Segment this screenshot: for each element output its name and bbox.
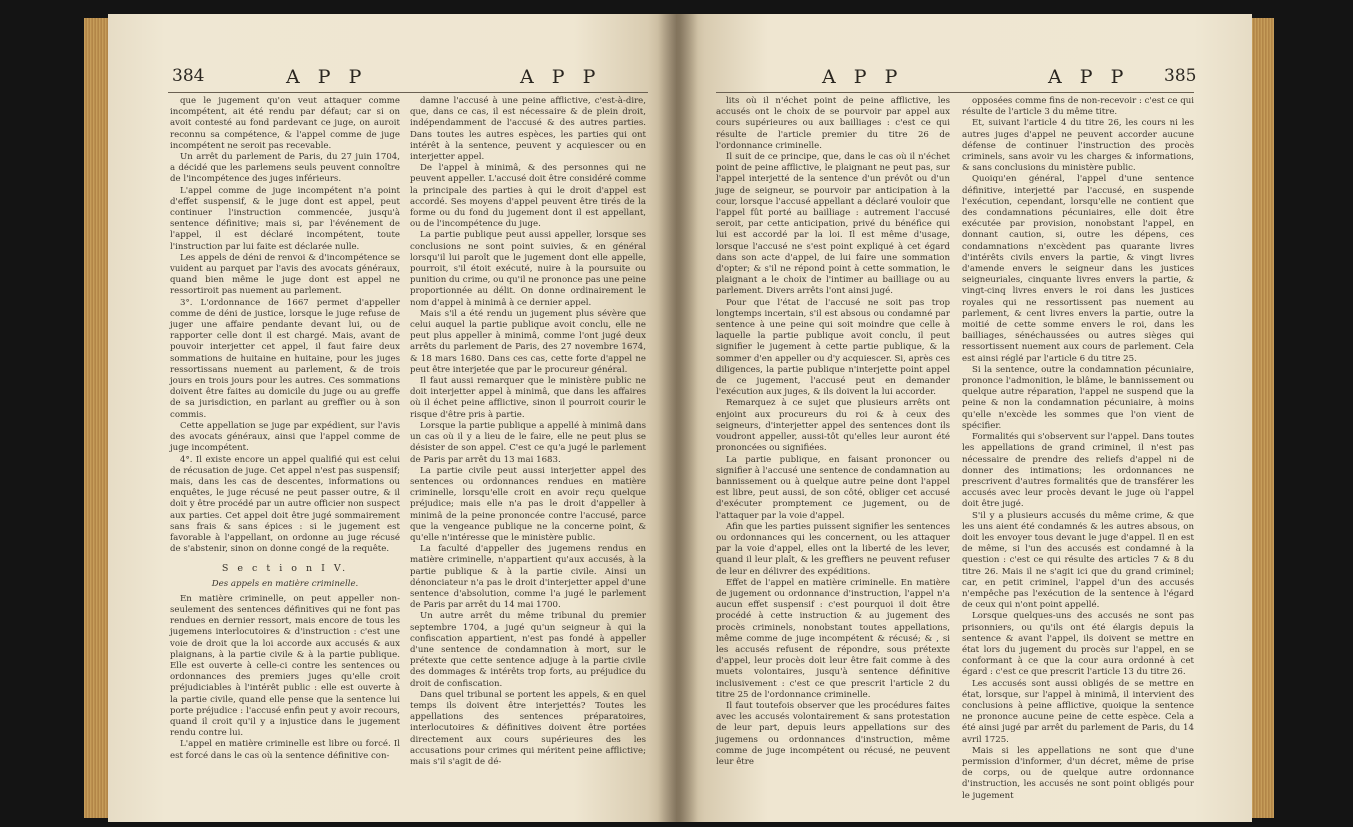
paragraph: Il faut aussi remarquer que le ministère public ne doit interjetter appel à minimâ, que dans les affaires où il échet peine afflictive, sinon il pourroit courir le risque d'être pris à partie.: [410, 376, 646, 420]
right-column-1: [716, 96, 950, 816]
paragraph: Formalités qui s'observent sur l'appel. Dans toutes les appellations de grand criminel, il n'est pas nécessaire de prendre des reliefs d'appel ni de donner des intimations; les ordonnances ne prescrivent d'autres formalités que de transférer les accusés avec leur procès devant le juge où l'appel doit être jugé.: [962, 432, 1194, 510]
left-running-head-2: A P P: [520, 66, 602, 88]
paragraph: La partie publique peut aussi appeller, lorsque ses conclusions ne sont point suivies, & en général lorsqu'il lui paroît que le jugement dont elle appelle, pourroit, s'il étoit exécuté, nuire à la poursuite ou punition du crime, ou qu'il ne prononce pas une peine proportionnée au délit. On donne ordinairement le nom d'appel à minimâ à ce dernier appel.: [410, 230, 646, 308]
paragraph: Un autre arrêt du même tribunal du premier septembre 1704, a jugé qu'un seigneur à qui la confiscation appartient, n'est pas fondé à appeller d'une sentence de condamnation à mort, sur le prétexte que cette sentence adjuge à la partie civile des dommages & intérêts trop forts, au préjudice du droit de confiscation.: [410, 611, 646, 689]
paragraph: Lorsque quelques-uns des accusés ne sont pas prisonniers, ou qu'ils ont été élargis depuis la sentence & avant l'appel, ils doivent se mettre en état lors du jugement du procès sur l'appel, en se conformant à ce que la cour aura ordonné à cet égard : c'est ce que prescrit l'article 13 du titre 26.: [962, 611, 1194, 678]
paragraph: Afin que les parties puissent signifier les sentences ou ordonnances qui les concernent, ou les attaquer par la voie d'appel, elles ont la liberté de les lever, quand il leur plaît, & les greffiers ne peuvent refuser de leur en délivrer des expéditions.: [716, 521, 950, 577]
paragraph: Mais si les appellations ne sont que d'une permission d'informer, d'un décret, même de prise de corps, ou de quelque autre ordonnance d'instruction, les accusés ne sont point obligés pour le jugement: [962, 745, 1194, 801]
right-running-head-2: A P P: [1048, 66, 1130, 88]
paragraph: Mais s'il a été rendu un jugement plus sévère que celui auquel la partie publique avoit conclu, elle ne peut plus appeller à minimâ, comme l'ont jugé deux arrêts du parlement de Paris, des 27 novembre 1674, & 18 mars 1680. Dans ces cas, cette forte d'appel ne peut être interjetée que par le procureur général.: [410, 308, 646, 375]
right-running-head-1: A P P: [822, 66, 904, 88]
left-column-1: [170, 96, 400, 816]
paragraph: De l'appel à minimâ, & des personnes qui ne peuvent appeller. L'accusé doit être considéré comme la principale des parties à qui le droit d'appel est accordé. Ses moyens d'appel peuvent être tirés de la forme ou du fond du jugement dont il est appellant, ou de l'incompétence du juge.: [410, 163, 646, 230]
left-head-rule: [168, 92, 648, 93]
paragraph: Les appels de déni de renvoi & d'incompétence se vuident au parquet par l'avis des avocats généraux, quand bien même le juge dont est appel ne ressortiroit pas nuement au parlement.: [170, 252, 400, 297]
right-column-2: [962, 96, 1194, 816]
paragraph: que le jugement qu'on veut attaquer comme incompétent, ait été rendu par défaut; car si on avoit contesté au fond pardevant ce juge, on auroit reconnu sa compétence, & l'appel comme de juge incompétent ne seroit pas recevable.: [170, 96, 400, 151]
paragraph: Il suit de ce principe, que, dans le cas où il n'échet point de peine afflictive, le plaignant ne peut pas, sur l'appel interjetté de la sentence d'un prévôt ou d'un juge de seigneur, se pourvoir par anticipation à la cour, lorsque l'accusé appellant a déclaré vouloir que l'appel fût porté au bailliage : autrement l'accusé seroit, par cette anticipation, privé du bénéfice qui lui est accordé par la loi. Il est même d'usage, lorsque l'accusé ne s'est point expliqué à cet égard dans son acte d'appel, de lui faire une sommation d'opter; & s'il ne répond point à cette sommation, le plaignant a le choix de l'intimer au bailliage ou au parlement. Divers arrêts l'ont ainsi jugé.: [716, 152, 950, 297]
right-page-edges: [1250, 18, 1274, 818]
paragraph: Remarquez à ce sujet que plusieurs arrêts ont enjoint aux procureurs du roi & à ceux des seigneurs, d'interjetter appel des sentences dont ils voudront appeller, aussi-tôt qu'elles leur auront été prononcées ou signifiées.: [716, 398, 950, 454]
paragraph: Effet de l'appel en matière criminelle. En matière de jugement ou ordonnance d'instruction, l'appel n'a aucun effet suspensif : c'est pourquoi il doit être procédé à cette instruction & au jugement des procès criminels, nonobstant toutes appellations, même comme de juge incompétent & récusé; & , si les accusés refusent de répondre, sous prétexte d'appel, leur procès doit leur être fait comme à des muets volontaires, jusqu'à sentence définitive inclusivement : c'est ce que prescrit l'article 2 du titre 25 de l'ordonnance criminelle.: [716, 577, 950, 700]
paragraph: Et, suivant l'article 4 du titre 26, les cours ni les autres juges d'appel ne peuvent accorder aucune défense de continuer l'instruction des procès criminels, sans avoir vu les charges & informations, & sans conclusions du ministère public.: [962, 118, 1194, 174]
left-page-edges: [84, 18, 110, 818]
paragraph: Un arrêt du parlement de Paris, du 27 juin 1704, a décidé que les parlemens seuls peuvent connoître de l'incompétence des juges inférieurs.: [170, 152, 400, 185]
paragraph: opposées comme fins de non-recevoir : c'est ce qui résulte de l'article 3 du même titre.: [962, 96, 1194, 118]
paragraph: Lorsque la partie publique a appellé à minimâ dans un cas où il y a lieu de le faire, elle ne peut plus se désister de son appel. C'est ce qu'a jugé le parlement de Paris par arrêt du 13 mai 1683.: [410, 420, 646, 465]
paragraph: damne l'accusé à une peine afflictive, c'est-à-dire, que, dans ce cas, il est nécessaire & de plein droit, indépendamment de l'accusé & des autres parties. Dans toutes les autres espèces, les parties qui ont intérêt à la sentence, peuvent y acquiescer ou en interjetter appel.: [410, 96, 646, 163]
paragraph: Pour que l'état de l'accusé ne soit pas trop longtemps incertain, s'il est absous ou condamné par sentence à une peine qui soit moindre que celle à laquelle la partie publique avoit conclu, il peut signifier le jugement à cette partie publique, & la sommer d'en appeller ou d'y acquiescer. Si, après ces diligences, la partie publique n'interjette point appel de ce jugement, l'accusé peut en demander l'exécution aux juges, & ils doivent la lui accorder.: [716, 297, 950, 398]
paragraph: Si la sentence, outre la condamnation pécuniaire, prononce l'admonition, le blâme, le bannissement ou quelque autre réparation, l'appel ne suspend que la peine & non la condamnation pécuniaire, à moins qu'elle n'excède les sommes que l'on vient de spécifier.: [962, 364, 1194, 431]
right-page: [676, 14, 1252, 822]
section-subtitle: Des appels en matière criminelle.: [211, 578, 359, 589]
paragraph: Dans quel tribunal se portent les appels, & en quel temps ils doivent être interjettés? Toutes les appellations des sentences préparatoires, interlocutoires & définitives doivent être portées directement aux cours supérieures des les accusations pour crimes qui méritent peine afflictive; mais s'il s'agit de dé-: [410, 689, 646, 767]
paragraph: L'appel en matière criminelle est libre ou forcé. Il est forcé dans le cas où la sentence définitive con-: [170, 739, 400, 761]
paragraph: 4°. Il existe encore un appel qualifié qui est celui de récusation de juge. Cet appel n'est pas suspensif; mais, dans les cas de descentes, informations ou enquêtes, le juge récusé ne peut passer outre, & il doit y être procédé par un autre officier non suspect aux parties. Cet appel doit être jugé sommairement sans frais & sans épices : si le jugement est favorable à l'appellant, on ordonne au juge récusé de s'abstenir, sinon on donne congé de la requête.: [170, 454, 400, 555]
left-running-head-1: A P P: [286, 66, 368, 88]
right-folio: 385: [1164, 66, 1197, 86]
paragraph: La partie publique, en faisant prononcer ou signifier à l'accusé une sentence de condamnation au bannissement ou à quelque autre peine dont l'appel est libre, peut aussi, de son côté, obliger cet accusé d'exécuter promptement ce jugement, ou de l'attaquer par la voie d'appel.: [716, 454, 950, 521]
section-title: S e c t i o n I V.: [221, 563, 349, 575]
left-page: [108, 14, 676, 822]
right-head-rule: [716, 92, 1194, 93]
paragraph: Cette appellation se juge par expédient, sur l'avis des avocats généraux, ainsi que l'appel comme de juge incompétent.: [170, 420, 400, 454]
paragraph: Les accusés sont aussi obligés de se mettre en état, lorsque, sur l'appel à minimâ, il intervient des conclusions à peine afflictive, quoique la sentence ne prononce aucune peine de cette espèce. Cela a été ainsi jugé par arrêt du parlement de Paris, du 14 avril 1725.: [962, 678, 1194, 745]
paragraph: La partie civile peut aussi interjetter appel des sentences ou ordonnances rendues en matière criminelle, lorsqu'elle croit en avoir reçu quelque préjudice; mais elle n'a pas le droit d'appeller à minimâ de la peine prononcée contre l'accusé, parce que la vengeance publique ne la concerne point, & qu'elle n'intéresse que le ministère public.: [410, 465, 646, 543]
left-column-2: [410, 96, 646, 816]
paragraph: En matière criminelle, on peut appeller non-seulement des sentences définitives qui ne font pas rendues en dernier ressort, mais encore de tous les jugemens interlocutoires & d'instruction : c'est une voie de droit que la loi accorde aux accusés & aux plaignans, à la partie civile & à la partie publique. Elle est ouverte à celle-ci contre les sentences ou ordonnances des premiers juges qu'elle croit préjudiciables à l'intérêt public : elle est ouverte à la partie civile, quand elle pense que la sentence lui porte préjudice : l'accusé enfin peut y avoir recours, quand il croit qu'il y a injustice dans le jugement rendu contre lui.: [170, 593, 400, 739]
paragraph: lits où il n'échet point de peine afflictive, les accusés ont le choix de se pourvoir par appel aux cours supérieures ou aux bailliages : c'est ce qui résulte de l'article premier du titre 26 de l'ordonnance criminelle.: [716, 96, 950, 151]
paragraph: L'appel comme de juge incompétent n'a point d'effet suspensif, & le juge dont est appel, peut continuer l'instruction commencée, jusqu'à sentence définitive; mais si, par l'événement de l'appel, il est déclaré incompétent, toute l'instruction par lui faite est déclarée nulle.: [170, 185, 400, 252]
paragraph: Quoiqu'en général, l'appel d'une sentence définitive, interjetté par l'accusé, en suspende l'exécution, cependant, lorsqu'elle ne contient que des condamnations pécuniaires, elle doit être exécutée par provision, nonobstant l'appel, en donnant caution, si, outre les dépens, ces condamnations n'excèdent pas quarante livres d'intérêts civils envers la partie, & vingt livres d'amende envers le seigneur dans les justices seigneuriales, cinquante livres envers la partie, & vingt-cinq livres envers le roi dans les justices royales qui ne ressortissent pas nuement au parlement, & cent livres envers la partie, outre la moitié de cette somme envers le roi, dans les bailliages, sénéchaussées ou autres sièges qui ressortissent nuement aux cours de parlement. Cela est ainsi réglé par l'article 6 du titre 25.: [962, 174, 1194, 364]
paragraph: S'il y a plusieurs accusés du même crime, & que les uns aient été condamnés & les autres absous, on doit les envoyer tous devant le juge d'appel. Il en est de même, si l'un des accusés est condamné à la question : c'est ce qui résulte des articles 7 & 8 du titre 26. Mais il ne s'agit ici que du grand criminel; car, en petit criminel, l'appel d'un des accusés n'empêche pas l'exécution de la sentence à l'égard de ceux qui n'ont point appellé.: [962, 510, 1194, 611]
paragraph: La faculté d'appeller des jugemens rendus en matière criminelle, n'appartient qu'aux accusés, à la partie publique & à la partie civile. Ainsi un dénonciateur n'a pas le droit d'interjetter appel d'une sentence d'absolution, comme l'a jugé le parlement de Paris par arrêt du 14 mai 1700.: [410, 544, 646, 611]
paragraph: 3°. L'ordonnance de 1667 permet d'appeller comme de déni de justice, lorsque le juge refuse de juger une affaire pendante devant lui, ou de rapporter celle dont il est chargé. Mais, avant de pouvoir interjetter cet appel, il faut faire deux sommations de huitaine en huitaine, pour les juges ressortissans nuement au parlement, & de trois jours en trois jours pour les autres. Ces sommations doivent être faites au domicile du juge ou au greffe de sa jurisdiction, en parlant au greffier ou à son commis.: [170, 297, 400, 420]
left-folio: 384: [172, 66, 205, 86]
paragraph: Il faut toutefois observer que les procédures faites avec les accusés volontairement & sans protestation de leur part, depuis leurs appellations sur des jugemens ou ordonnances d'instruction, même comme de juge incompétent ou récusé, ne peuvent leur être: [716, 700, 950, 767]
